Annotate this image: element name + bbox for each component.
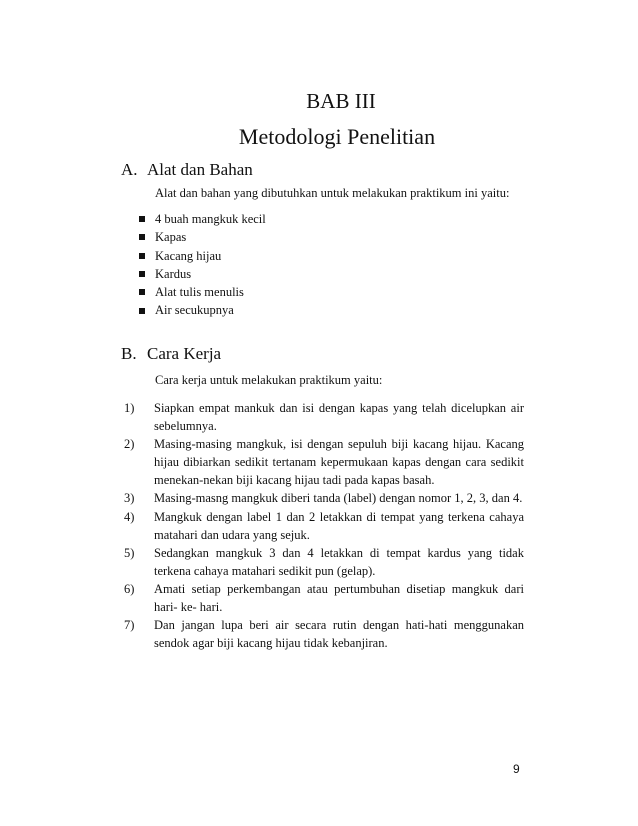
bullet-square-icon (139, 289, 145, 295)
step-item: 2) Masing-masing mangkuk, isi dengan sepuluh biji kacang hijau. Kacang hijau dibiarkan sedikit tertanam kepermukaan kapas dengan cara sedikit menekan-nekan biji kacang hijau tadi pada kapas basah. (124, 437, 524, 488)
bullet-square-icon (139, 308, 145, 314)
section-a-letter: A. (121, 160, 138, 179)
list-item: Alat tulis menulis (139, 283, 266, 301)
list-item: Kacang hijau (139, 247, 266, 265)
step-item: 4) Mangkuk dengan label 1 dan 2 letakkan di tempat yang terkena cahaya matahari dan udara yang sejuk. (124, 509, 524, 542)
bullet-square-icon (139, 271, 145, 277)
step-item: 5) Sedangkan mangkuk 3 dan 4 letakkan di tempat kardus yang tidak terkena cahaya matahari sedikit pun (gelap). (124, 545, 524, 578)
bullet-square-icon (139, 216, 145, 222)
step-item: 7) Dan jangan lupa beri air secara rutin dengan hati-hati menggunakan sendok agar biji kacang hijau tidak kebanjiran. (124, 618, 524, 651)
materials-list (139, 210, 266, 320)
list-item: Kapas (139, 228, 266, 246)
chapter-label: BAB III (306, 89, 376, 113)
bullet-square-icon (139, 253, 145, 259)
page-number: 9 (513, 762, 520, 776)
list-item: 4 buah mangkuk kecil (139, 210, 266, 228)
section-b-intro: Cara kerja untuk melakukan praktikum yaitu: (155, 373, 383, 387)
section-b-title: Cara Kerja (147, 344, 222, 363)
step-item: 6) Amati setiap perkembangan atau pertumbuhan disetiap mangkuk dari hari- ke- hari. (124, 581, 524, 615)
list-item: Air secukupnya (139, 301, 266, 319)
step-item: 3) Masing-masng mangkuk diberi tanda (label) dengan nomor 1, 2, 3, dan 4. (124, 491, 523, 506)
steps-list (124, 399, 524, 652)
step-item: 1) Siapkan empat mankuk dan isi dengan kapas yang telah dicelupkan air sebelumnya. (124, 401, 524, 434)
list-item: Kardus (139, 265, 266, 283)
chapter-title: Metodologi Penelitian (238, 124, 436, 149)
bullet-square-icon (139, 234, 145, 240)
section-a-heading (121, 160, 253, 180)
section-a-title: Alat dan Bahan (147, 160, 253, 179)
section-b-heading (121, 344, 221, 364)
section-b-letter: B. (121, 344, 137, 363)
section-a-intro: Alat dan bahan yang dibutuhkan untuk melakukan praktikum ini yaitu: (155, 186, 510, 200)
